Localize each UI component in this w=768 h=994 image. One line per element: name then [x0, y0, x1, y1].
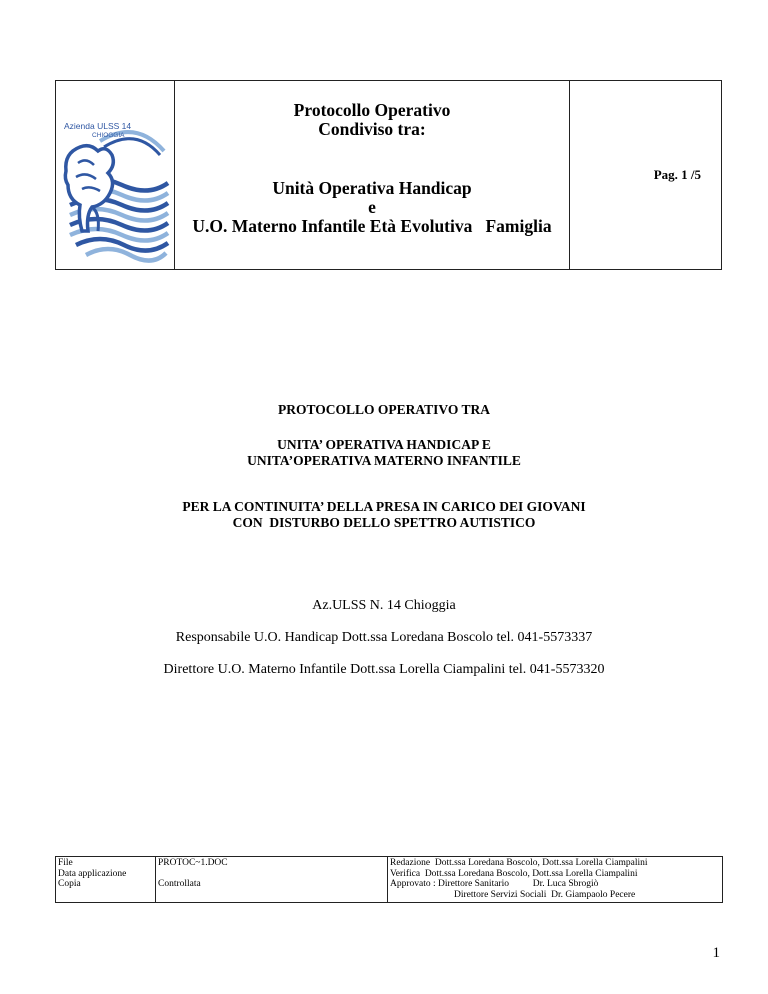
logo-cell [56, 81, 175, 269]
footer-label-copy: Copia [58, 879, 81, 889]
logo-text-chioggia: CHIOGGIA [92, 132, 125, 139]
footer-info-cell [388, 857, 722, 902]
logo-text-azienda: Azienda ULSS 14 [64, 121, 132, 131]
footer-value-copy: Controllata [158, 879, 201, 889]
document-subheading [0, 437, 768, 469]
purpose-line: PER LA CONTINUITA’ DELLA PRESA IN CARICO DEI GIOVANI [182, 499, 586, 514]
ulss-logo-graphic [56, 81, 175, 271]
ulss-logo [56, 81, 175, 271]
header-title-line: U.O. Materno Infantile Età Evolutiva Famiglia [192, 216, 552, 236]
document-heading: PROTOCOLLO OPERATIVO TRA [277, 402, 490, 417]
footer-label-file: File [58, 858, 73, 868]
organization-name: Az.ULSS N. 14 Chioggia [312, 598, 456, 613]
document-header-table [55, 80, 722, 270]
footer-value-file: PROTOC~1.DOC [158, 858, 228, 868]
footer-redazione: Redazione Dott.ssa Loredana Boscolo, Dott.ssa Lorella Ciampalini [390, 858, 648, 868]
footer-approvato: Approvato : Direttore Sanitario Dr. Luca Sbrogiò [390, 879, 599, 889]
header-title-cell [175, 81, 570, 269]
subheading-line: UNITA’OPERATIVA MATERNO INFANTILE [247, 453, 521, 468]
header-title-top [175, 101, 569, 139]
page-indicator: Pag. 1 /5 [653, 167, 701, 182]
footer-value-date [158, 869, 385, 880]
header-title-line: Condiviso tra: [318, 119, 426, 139]
header-title-line: Unità Operativa Handicap [272, 178, 472, 198]
header-title-line: Protocollo Operativo [293, 100, 451, 120]
responsabile-contact: Responsabile U.O. Handicap Dott.ssa Loredana Boscolo tel. 041-5573337 [175, 630, 593, 645]
footer-labels-cell [56, 857, 156, 902]
document-footer-table [55, 856, 723, 903]
subheading-line: UNITA’ OPERATIVA HANDICAP E [277, 437, 491, 452]
footer-verifica: Verifica Dott.ssa Loredana Boscolo, Dott.ssa Lorella Ciampalini [390, 868, 638, 879]
footer-values-cell [156, 857, 388, 902]
purpose-line: CON DISTURBO DELLO SPETTRO AUTISTICO [232, 515, 536, 530]
document-purpose [0, 499, 768, 531]
footer-direttore-servizi: Direttore Servizi Sociali Dr. Giampaolo Pecere [454, 889, 636, 900]
page-number: 1 [712, 945, 720, 961]
header-title-bottom [175, 179, 569, 236]
page-cell [570, 81, 721, 269]
direttore-contact: Direttore U.O. Materno Infantile Dott.ssa Lorella Ciampalini tel. 041-5573320 [163, 662, 605, 677]
header-title-line: e [368, 197, 376, 217]
footer-label-date: Data applicazione [58, 868, 127, 879]
